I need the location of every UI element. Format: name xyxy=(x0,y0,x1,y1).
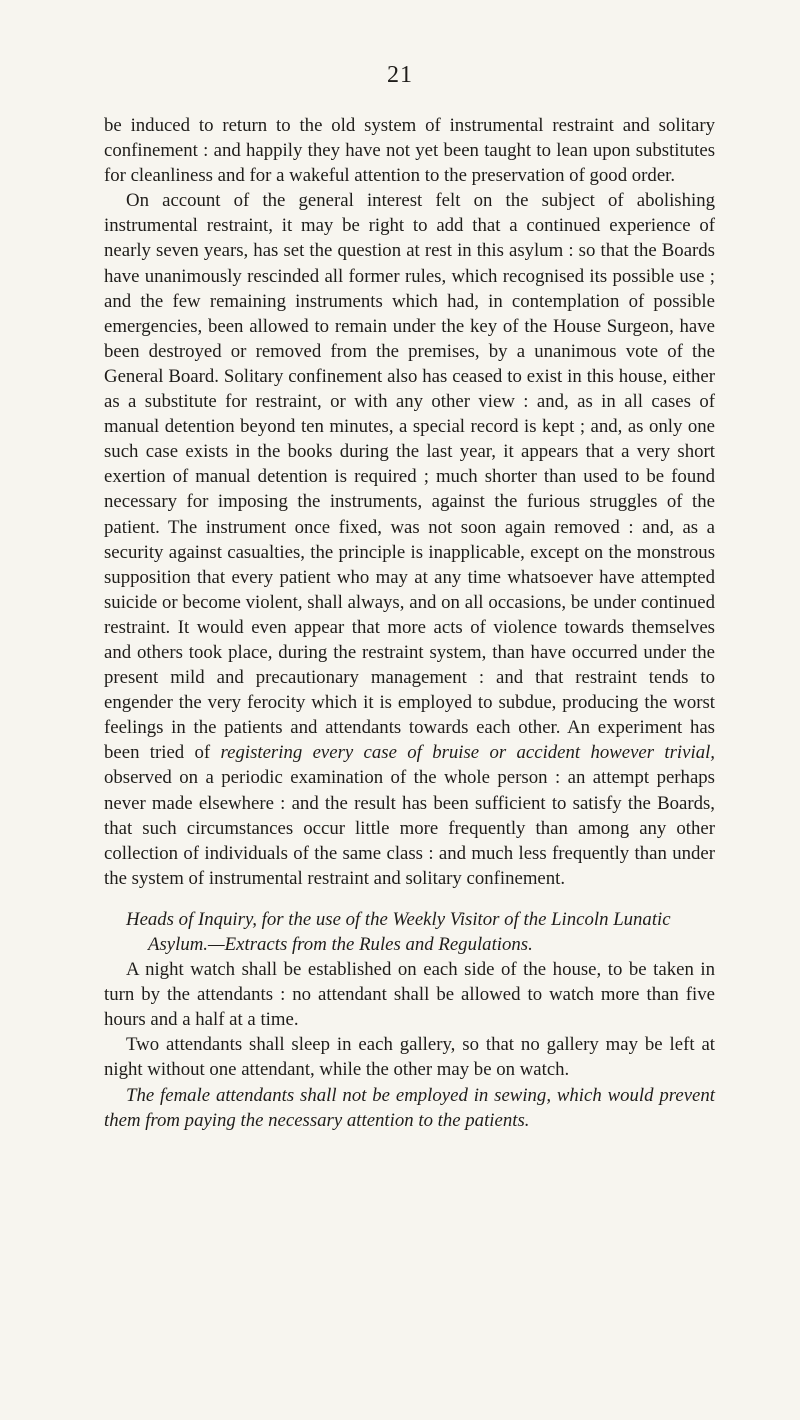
paragraph-female-attendants xyxy=(104,1083,715,1133)
paragraph-gallery-attendants: Two attendants shall sleep in each gallery, so that no gallery may be left at night without one attendant, while the other may be on watch. xyxy=(104,1034,715,1081)
page-number: 21 xyxy=(387,62,413,88)
section-heading xyxy=(104,907,715,957)
heading-line-2: Asylum.—Extracts from the Rules and Regulations. xyxy=(148,934,533,955)
paragraph-night-watch: A night watch shall be established on each side of the house, to be taken in turn by the attendants : no attendant shall be allowed to watch more than five hours and a half at a time. xyxy=(104,959,715,1031)
italic-rule-female-attendants: The female attendants shall not be employed in sewing, which would prevent them from paying the necessary attention to the patients. xyxy=(104,1084,715,1131)
italic-phrase-registering: registering every case of bruise or accident however trivial, xyxy=(220,742,716,764)
heading-line-1: Heads of Inquiry, for the use of the Weekly Visitor of the Lincoln Lunatic xyxy=(126,908,671,930)
paragraph-text-part-2: observed on a periodic examination of the whole person : an attempt perhaps never made elsewhere : and the result has been sufficient to satisfy the Boards, that such circumstances occur little more frequently than among any other collection of individuals of the same class : and much less frequently than under the system of instrumental restraint and solitary confinement. xyxy=(104,767,715,889)
body-text xyxy=(104,113,715,1133)
paragraph-continued: be induced to return to the old system of instrumental restraint and solitary confinement : and happily they have not yet been taught to lean upon substitutes for cleanliness and for a wakeful attention to the preservation of good order. xyxy=(104,115,715,187)
paragraph-text-part-1: On account of the general interest felt on the subject of abolishing instrumental restraint, it may be right to add that a continued experience of nearly seven years, has set the question at rest in this asylum : so that the Boards have unanimously rescinded all former rules, which recognised its possible use ; and the few remaining instruments which had, in contemplation of possible emergencies, been allowed to remain under the key of the House Surgeon, have been destroyed or removed from the premises, by a unanimous vote of the General Board. Solitary confinement also has ceased to exist in this house, either as a substitute for restraint, or with any other view : and, as in all cases of manual detention beyond ten minutes, a special record is kept ; and, as only one such case exists in the books during the last year, it appears that a very short exertion of manual detention is required ; much shorter than used to be found necessary for imposing the instruments, against the furious struggles of the patient. The instrument once fixed, was not soon again removed : and, as a security against casualties, the principle is inapplicable, except on the monstrous supposition that every patient who may at any time whatsoever have attempted suicide or become violent, shall always, and on all occasions, be under continued restraint. It would even appear that more acts of violence towards themselves and others took place, during the restraint system, than have occurred under the present mild and precautionary management : and that restraint tends to engender the very ferocity which it is employed to subdue, producing the worst feelings in the patients and attendants towards each other. An experiment has been tried of xyxy=(104,190,715,764)
paragraph-restraint-abolition xyxy=(104,188,715,891)
